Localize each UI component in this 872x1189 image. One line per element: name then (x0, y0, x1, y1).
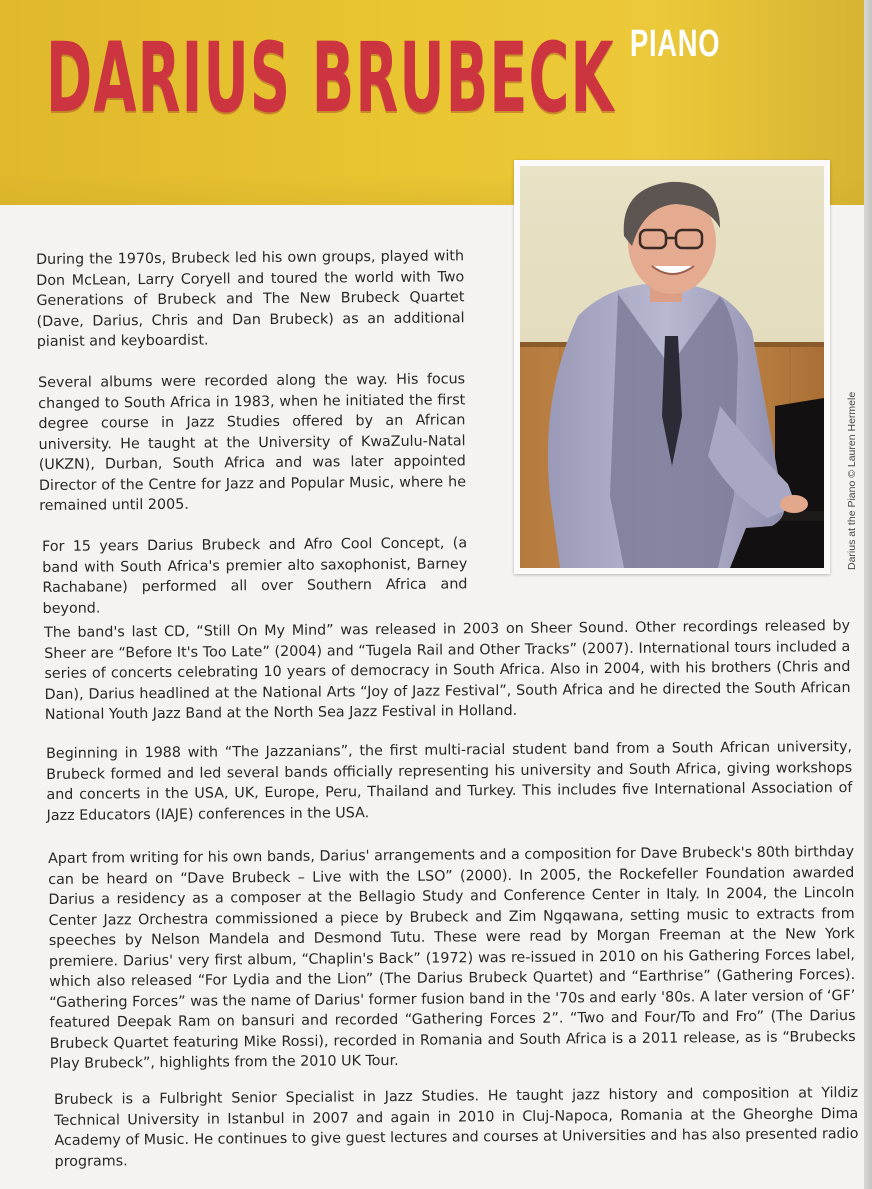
artist-name-title: DARIUS BRUBECK (46, 22, 615, 134)
artist-photo (514, 160, 830, 574)
bio-paragraph-2: Several albums were recorded along the way. His focus changed to South Africa in 1983, when he initiated the first degree course in Jazz Studies offered by an African university. He taught at the University of KwaZulu-Natal (UKZN), Durban, South Africa and was later appointed Director of the Centre for Jazz and Popular Music, where he remained until 2005. (38, 371, 467, 514)
page-edge (864, 0, 872, 1189)
bio-paragraph-7: Brubeck is a Fulbright Senior Specialist in Jazz Studies. He taught jazz history and composition at Yildiz Technical University in Istanbul in 2007 and again in 2010 in Cluj-Napoca, Romania at the Gheorghe Dima Academy of Music. He continues to give guest lectures and courses at Universities and has also presented radio programs. (54, 1084, 859, 1170)
bio-paragraph-1: During the 1970s, Brubeck led his own groups, played with Don McLean, Larry Coryell and toured the world with Two Generations of Brubeck and The New Brubeck Quartet (Dave, Darius, Chris and Dan Brubeck) as an additional pianist and keyboardist. (36, 248, 465, 350)
bio-paragraph-4: The band's last CD, “Still On My Mind” was released in 2003 on Sheer Sound. Other recordings released by Sheer are “Before It's Too Late” (2004) and “Tugela Rail and Other Tracks” (2007). International tours included a series of concerts celebrating 10 years of democracy in South Africa. Also in 2004, with his brothers (Chris and Dan), Darius headlined at the National Arts “Joy of Jazz Festival”, South Africa and he directed the South African National Youth Jazz Band at the North Sea Jazz Festival in Holland. (44, 617, 851, 723)
bio-paragraph-6: Apart from writing for his own bands, Darius' arrangements and a composition for Dave Brubeck's 80th birthday can be heard on “Dave Brubeck – Live with the LSO” (2000). In 2005, the Rockefeller Foundation awarded Darius a residency as a composer at the Bellagio Study and Conference Center in Italy. In 2004, the Lincoln Center Jazz Orchestra commissioned a piece by Brubeck and Zim Ngqawana, setting music to extracts from speeches by Nelson Mandela and Desmond Tutu. These were read by Morgan Freeman at the New York premiere. Darius' very first album, “Chaplin's Back” (1972) was re-issued in 2010 on his Gathering Forces label, which also released “For Lydia and the Lion” (The Darius Brubeck Quartet) and “Earthrise” (Gathering Forces). “Gathering Forces” was the name of Darius' former fusion band in the '70s and early '80s. A later version of ‘GF’ featured Deepak Ram on bansuri and recorded “Gathering Forces 2”. “Two and Four/To and Fro” (The Darius Brubeck Quartet featuring Mike Rossi), recorded in Romania and South Africa is a 2011 release, as is “Brubecks Play Brubeck”, highlights from the 2010 UK Tour. (48, 843, 856, 1072)
instrument-label: PIANO (630, 23, 721, 65)
photo-credit: Darius at the Piano © Lauren Hermele (846, 391, 858, 570)
bio-paragraph-3: For 15 years Darius Brubeck and Afro Cool Concept, (a band with South Africa's premier alto saxophonist, Barney Rachabane) performed all over Southern Africa and beyond. (42, 535, 468, 617)
portrait-illustration (520, 166, 824, 568)
bio-paragraph-5: Beginning in 1988 with “The Jazzanians”, the first multi-racial student band from a South African university, Brubeck formed and led several bands officially representing his university and South Africa, giving workshops and concerts in the USA, UK, Europe, Peru, Thailand and Turkey. This includes five International Association of Jazz Educators (IAJE) conferences in the USA. (46, 738, 853, 824)
